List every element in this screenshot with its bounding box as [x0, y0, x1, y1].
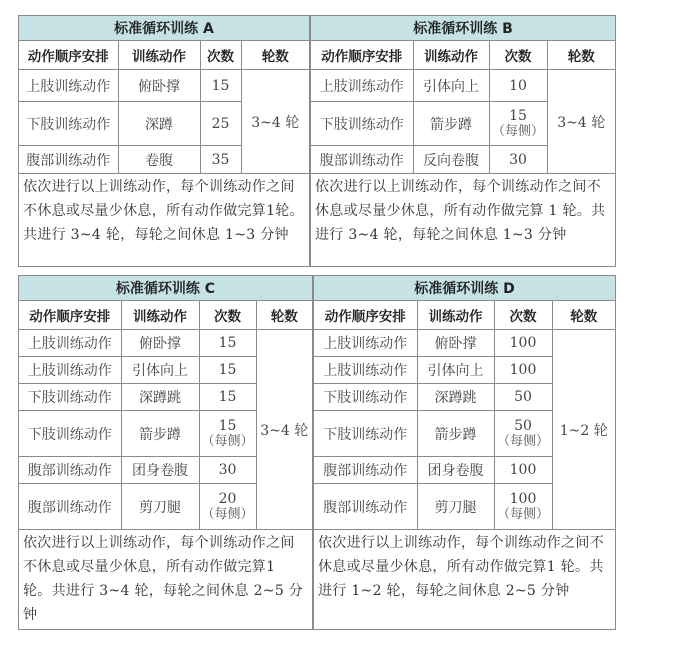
count-cell: 100: [494, 457, 552, 484]
table-c-note: 依次进行以上训练动作，每个训练动作之间不休息或尽量少休息，所有动作做完算1 轮。共进行 3~4 轮，每轮之间休息 2~5 分钟: [19, 530, 312, 628]
area-cell: 下肢训练动作: [19, 102, 118, 146]
header-count: 次数: [489, 41, 547, 70]
area-cell: 上肢训练动作: [19, 357, 121, 384]
header-order: 动作顺序安排: [19, 41, 118, 70]
area-cell: 上肢训练动作: [314, 357, 417, 384]
count-cell: 15: [200, 70, 241, 102]
header-action: 训练动作: [413, 41, 489, 70]
rounds-cell: 3~4 轮: [547, 70, 615, 174]
action-cell: 剪刀腿: [417, 484, 494, 530]
action-cell: 深蹲: [118, 102, 200, 146]
area-cell: 上肢训练动作: [311, 70, 413, 102]
header-order: 动作顺序安排: [314, 301, 417, 330]
table-a: [18, 15, 310, 267]
area-cell: 上肢训练动作: [19, 70, 118, 102]
rounds-cell: 1~2 轮: [552, 330, 615, 530]
action-cell: 俯卧撑: [121, 330, 199, 357]
table-d-title: 标准循环训练 D: [314, 276, 615, 301]
table-row: [314, 330, 615, 357]
action-cell: 反向卷腹: [413, 146, 489, 174]
header-action: 训练动作: [121, 301, 199, 330]
area-cell: 下肢训练动作: [314, 384, 417, 411]
count-cell: [489, 102, 547, 146]
header-order: 动作顺序安排: [311, 41, 413, 70]
count-cell: 15: [199, 357, 256, 384]
table-c-title: 标准循环训练 C: [19, 276, 312, 301]
table-row: [19, 70, 309, 102]
table-c: [18, 275, 313, 630]
table-a-title: 标准循环训练 A: [19, 16, 309, 41]
count-value: 20: [218, 490, 237, 507]
action-cell: 箭步蹲: [417, 411, 494, 457]
area-cell: 上肢训练动作: [19, 330, 121, 357]
table-row: [311, 70, 615, 102]
count-note: （每侧）: [201, 506, 254, 522]
count-cell: 100: [494, 357, 552, 384]
header-rounds: 轮数: [552, 301, 615, 330]
count-cell: 50: [494, 384, 552, 411]
count-cell: [494, 411, 552, 457]
action-cell: 引体向上: [121, 357, 199, 384]
action-cell: 俯卧撑: [118, 70, 200, 102]
action-cell: 深蹲跳: [417, 384, 494, 411]
count-cell: 30: [199, 457, 256, 484]
table-b-title: 标准循环训练 B: [311, 16, 615, 41]
area-cell: 腹部训练动作: [311, 146, 413, 174]
header-action: 训练动作: [417, 301, 494, 330]
count-cell: 100: [494, 330, 552, 357]
action-cell: 剪刀腿: [121, 484, 199, 530]
count-cell: 30: [489, 146, 547, 174]
count-value: 100: [509, 490, 537, 507]
header-rounds: 轮数: [547, 41, 615, 70]
action-cell: 引体向上: [417, 357, 494, 384]
count-cell: 25: [200, 102, 241, 146]
action-cell: 俯卧撑: [417, 330, 494, 357]
table-row: [19, 330, 312, 357]
area-cell: 下肢训练动作: [314, 411, 417, 457]
header-count: 次数: [199, 301, 256, 330]
table-b: [310, 15, 616, 267]
table-b-note: 依次进行以上训练动作，每个训练动作之间不休息或尽量少休息，所有动作做完算 1 轮。共进行 3~4 轮，每轮之间休息 1~3 分钟: [311, 174, 615, 248]
action-cell: 团身卷腹: [121, 457, 199, 484]
header-rounds: 轮数: [241, 41, 309, 70]
area-cell: 腹部训练动作: [19, 484, 121, 530]
header-count: 次数: [200, 41, 241, 70]
area-cell: 腹部训练动作: [314, 457, 417, 484]
area-cell: 下肢训练动作: [311, 102, 413, 146]
count-note: （每侧）: [201, 433, 254, 449]
header-count: 次数: [494, 301, 552, 330]
header-action: 训练动作: [118, 41, 200, 70]
action-cell: 箭步蹲: [121, 411, 199, 457]
table-a-note: 依次进行以上训练动作，每个训练动作之间不休息或尽量少休息，所有动作做完算1轮。共进行 3~4 轮，每轮之间休息 1~3 分钟: [19, 174, 309, 248]
action-cell: 箭步蹲: [413, 102, 489, 146]
count-value: 15: [218, 417, 237, 434]
table-d: [313, 275, 616, 630]
table-d-note: 依次进行以上训练动作，每个训练动作之间不休息或尽量少休息，所有动作做完算1 轮。共进行 1~2 轮，每轮之间休息 2~5 分钟: [314, 530, 615, 604]
area-cell: 腹部训练动作: [314, 484, 417, 530]
count-cell: [199, 484, 256, 530]
rounds-cell: 3~4 轮: [241, 70, 309, 174]
count-cell: [199, 411, 256, 457]
count-note: （每侧）: [496, 506, 549, 522]
count-value: 50: [514, 417, 532, 434]
header-rounds: 轮数: [256, 301, 312, 330]
area-cell: 腹部训练动作: [19, 457, 121, 484]
action-cell: 团身卷腹: [417, 457, 494, 484]
action-cell: 卷腹: [118, 146, 200, 174]
action-cell: 引体向上: [413, 70, 489, 102]
area-cell: 下肢训练动作: [19, 384, 121, 411]
header-order: 动作顺序安排: [19, 301, 121, 330]
count-cell: 15: [199, 330, 256, 357]
count-note: （每侧）: [496, 433, 549, 449]
action-cell: 深蹲跳: [121, 384, 199, 411]
area-cell: 下肢训练动作: [19, 411, 121, 457]
count-cell: [494, 484, 552, 530]
area-cell: 上肢训练动作: [314, 330, 417, 357]
area-cell: 腹部训练动作: [19, 146, 118, 174]
count-cell: 10: [489, 70, 547, 102]
count-value: 15: [509, 107, 527, 124]
count-cell: 35: [200, 146, 241, 174]
count-cell: 15: [199, 384, 256, 411]
count-note: （每侧）: [491, 123, 544, 139]
rounds-cell: 3~4 轮: [256, 330, 312, 530]
